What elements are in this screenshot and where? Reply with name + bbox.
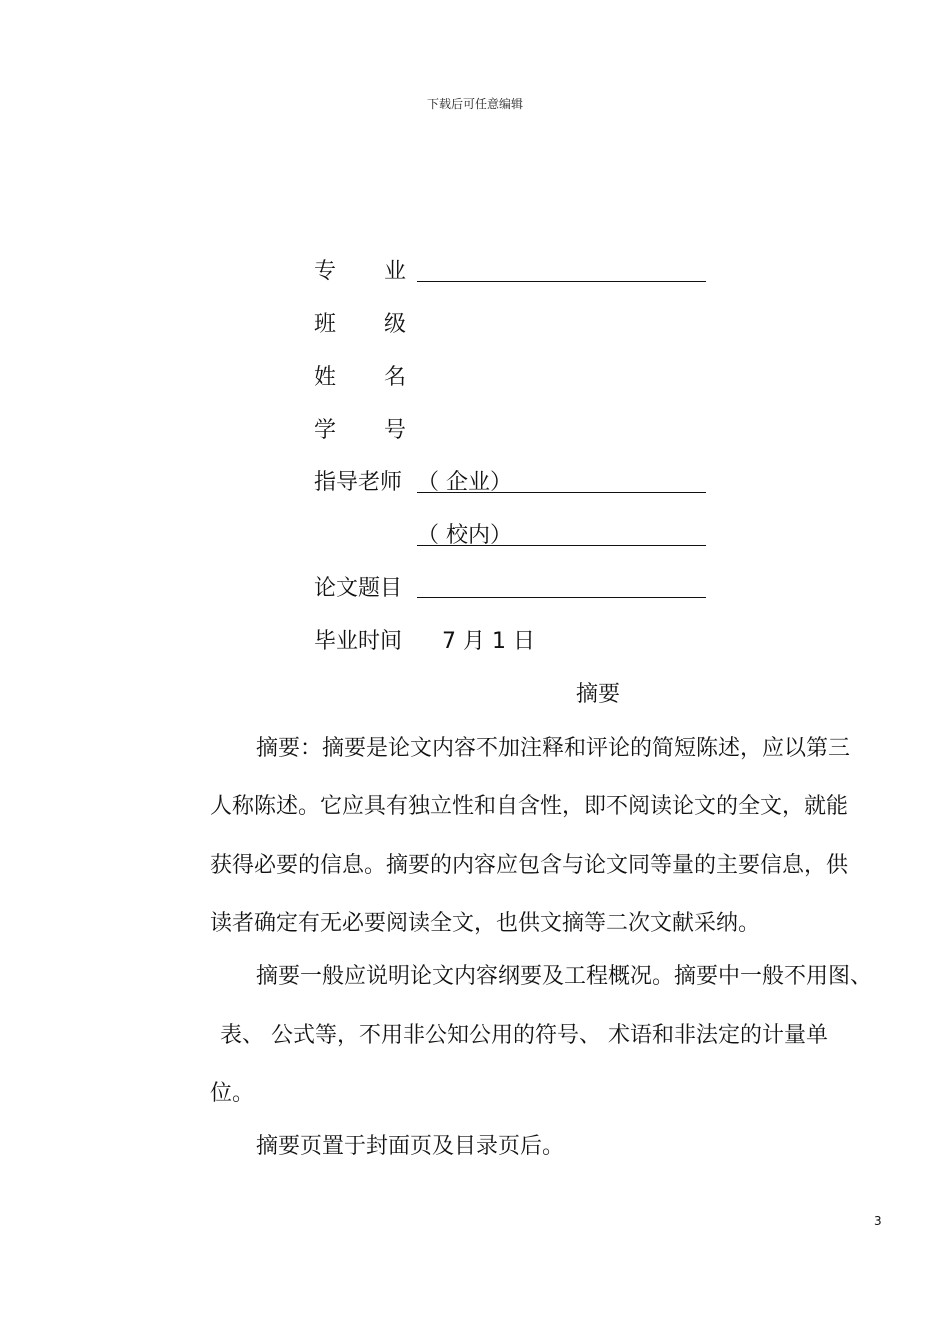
advisor-enterprise-underline [417, 492, 706, 493]
advisor-school-underline [417, 545, 706, 546]
page-header: 下载后可任意编辑 [426, 97, 523, 111]
abstract-title: 摘要 [576, 682, 621, 707]
student-id-label: 学 号 [314, 418, 406, 443]
abstract-p3-line: 摘要页置于封面页及目录页后。 [256, 1134, 565, 1159]
advisor-school: （ 校内） [417, 523, 512, 548]
major-underline [417, 281, 706, 282]
advisor-label: 指导老师 [314, 470, 403, 495]
abstract-p1-line: 读者确定有无必要阅读全文，也供文摘等二次文献采纳。 [210, 911, 761, 936]
abstract-p1-line: 获得必要的信息。摘要的内容应包含与论文同等量的主要信息，供 [210, 853, 849, 878]
name-label: 姓 名 [314, 365, 406, 390]
graduation-date: 7 月 1 日 [442, 629, 535, 654]
thesis-title-label: 论文题目 [314, 576, 403, 601]
abstract-p2-line: 位。 [210, 1081, 255, 1106]
page-number: 3 [874, 1214, 882, 1228]
abstract-p1-line: 摘要：摘要是论文内容不加注释和评论的简短陈述，应以第三 [256, 736, 851, 761]
abstract-p2-line: 表、 公式等，不用非公知公用的符号、 术语和非法定的计量单 [220, 1023, 828, 1048]
major-label: 专 业 [314, 259, 406, 284]
advisor-enterprise: （ 企业） [417, 470, 512, 495]
thesis-title-underline [417, 597, 706, 598]
abstract-p1-line: 人称陈述。它应具有独立性和自含性，即不阅读论文的全文，就能 [210, 794, 849, 819]
abstract-p2-line: 摘要一般应说明论文内容纲要及工程概况。摘要中一般不用图、 [256, 964, 873, 989]
graduation-time-label: 毕业时间 [314, 629, 403, 654]
class-label: 班 级 [314, 312, 406, 337]
